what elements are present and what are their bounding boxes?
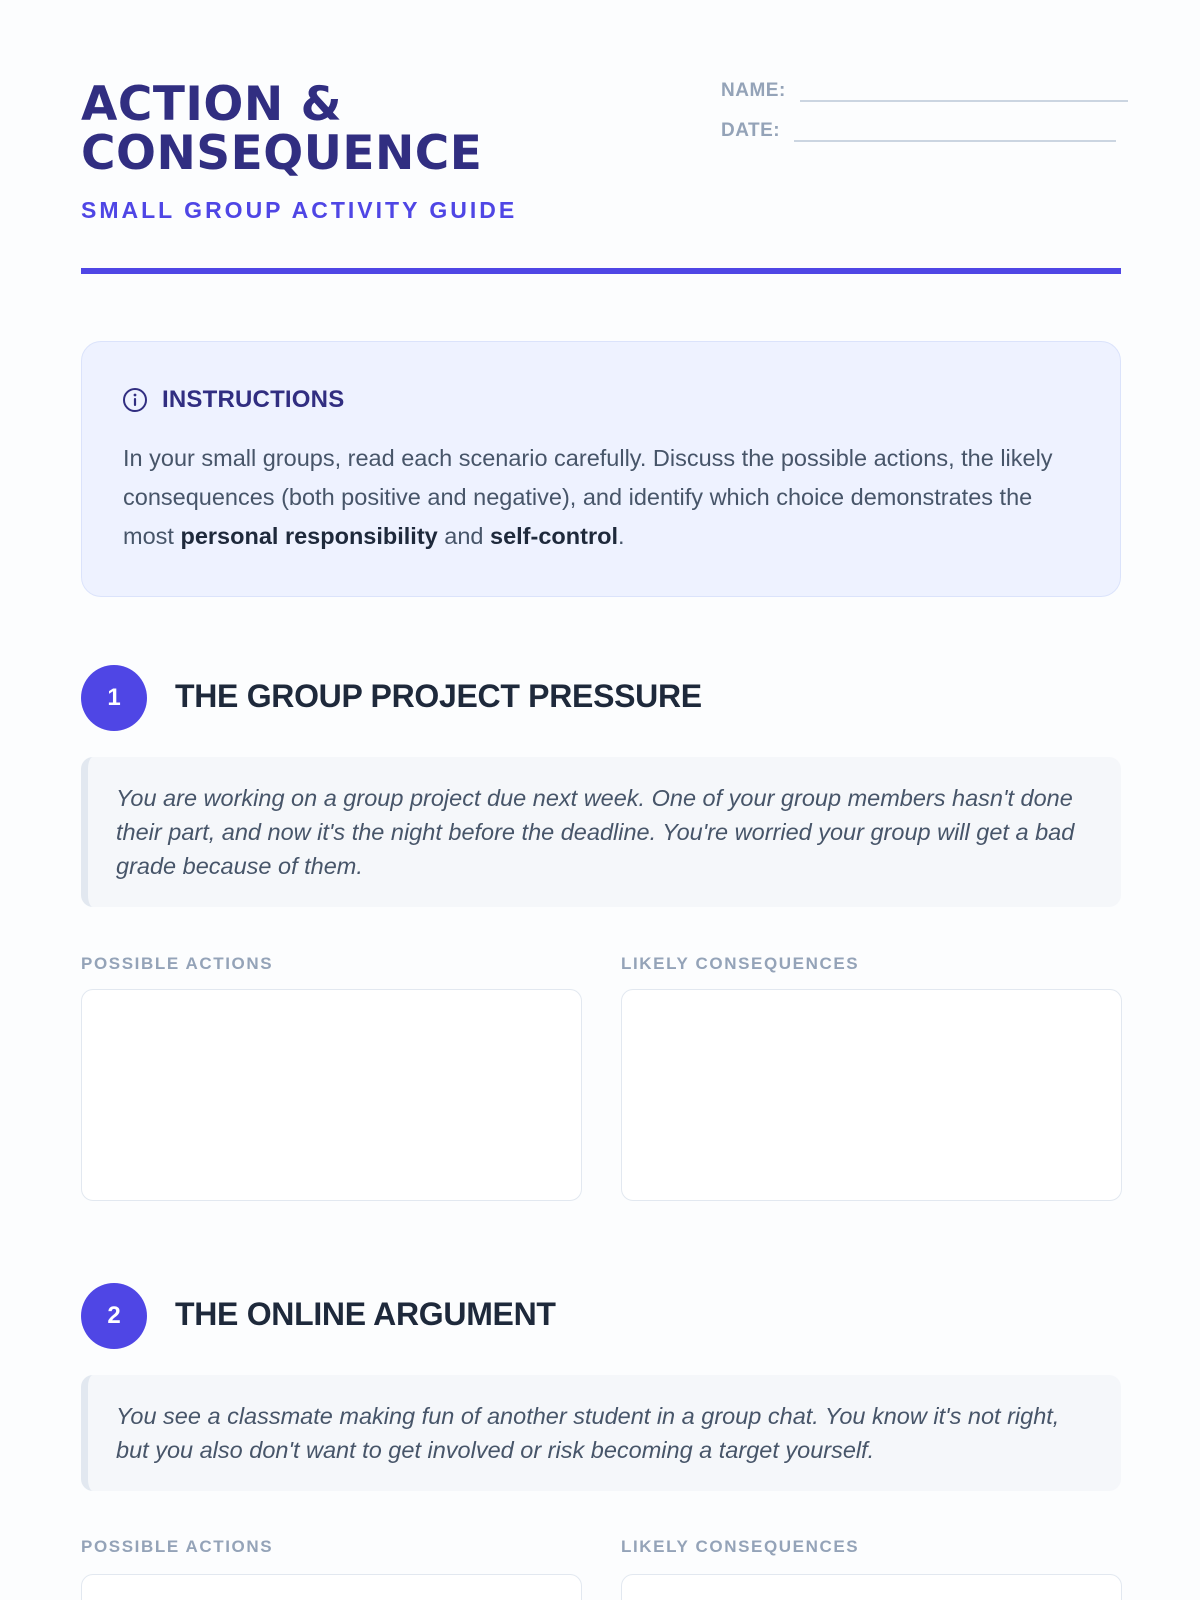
scenario-number-badge: 2 — [81, 1283, 147, 1349]
instructions-text-part: . — [617, 523, 625, 549]
possible-actions-box[interactable] — [81, 989, 582, 1201]
instructions-heading — [122, 386, 344, 414]
instructions-panel — [81, 341, 1121, 597]
instructions-text — [123, 439, 1083, 556]
name-label: NAME: — [721, 80, 786, 101]
page-title: ACTION & CONSEQUENCE — [81, 77, 483, 181]
likely-consequences-box[interactable] — [621, 1574, 1122, 1600]
emphasis-responsibility: personal responsibility — [180, 523, 438, 549]
scenario-2 — [81, 1283, 1121, 1600]
page-subtitle: SMALL GROUP ACTIVITY GUIDE — [81, 197, 518, 223]
name-field[interactable] — [800, 86, 1128, 102]
scenario-title: THE GROUP PROJECT PRESSURE — [175, 678, 702, 714]
date-label: DATE: — [721, 120, 781, 141]
header-divider — [81, 268, 1121, 274]
emphasis-self-control: self-control — [490, 523, 618, 549]
worksheet-header — [81, 0, 1121, 276]
scenario-text: You see a classmate making fun of another student in a group chat. You know it's not right, but you also don't want to get involved or risk becoming a target yourself. — [81, 1375, 1121, 1491]
instructions-title: INSTRUCTIONS — [162, 386, 345, 413]
info-icon — [122, 387, 148, 413]
scenario-title: THE ONLINE ARGUMENT — [175, 1296, 556, 1332]
likely-consequences-label: LIKELY CONSEQUENCES — [621, 1537, 860, 1556]
possible-actions-label: POSSIBLE ACTIONS — [81, 954, 274, 973]
scenario-number-badge: 1 — [81, 665, 147, 731]
instructions-text-part: and — [437, 523, 491, 549]
scenario-text: You are working on a group project due next week. One of your group members hasn't done their part, and now it's the night before the deadline. You're worried your group will get a bad grade because of them. — [81, 757, 1121, 907]
date-field-row — [721, 120, 1116, 142]
likely-consequences-box[interactable] — [621, 989, 1122, 1201]
worksheet-page — [81, 0, 1121, 1600]
instructions-text-part: In your small groups, read each scenario carefully. Discuss the possible actions, the likely consequences (both positive and negative), and identify which choice demonstrates the most — [123, 445, 1053, 549]
scenario-1 — [81, 665, 1121, 1205]
likely-consequences-label: LIKELY CONSEQUENCES — [621, 954, 860, 973]
possible-actions-box[interactable] — [81, 1574, 582, 1600]
possible-actions-label: POSSIBLE ACTIONS — [81, 1537, 274, 1556]
date-field[interactable] — [794, 126, 1116, 142]
name-field-row — [721, 80, 1128, 102]
